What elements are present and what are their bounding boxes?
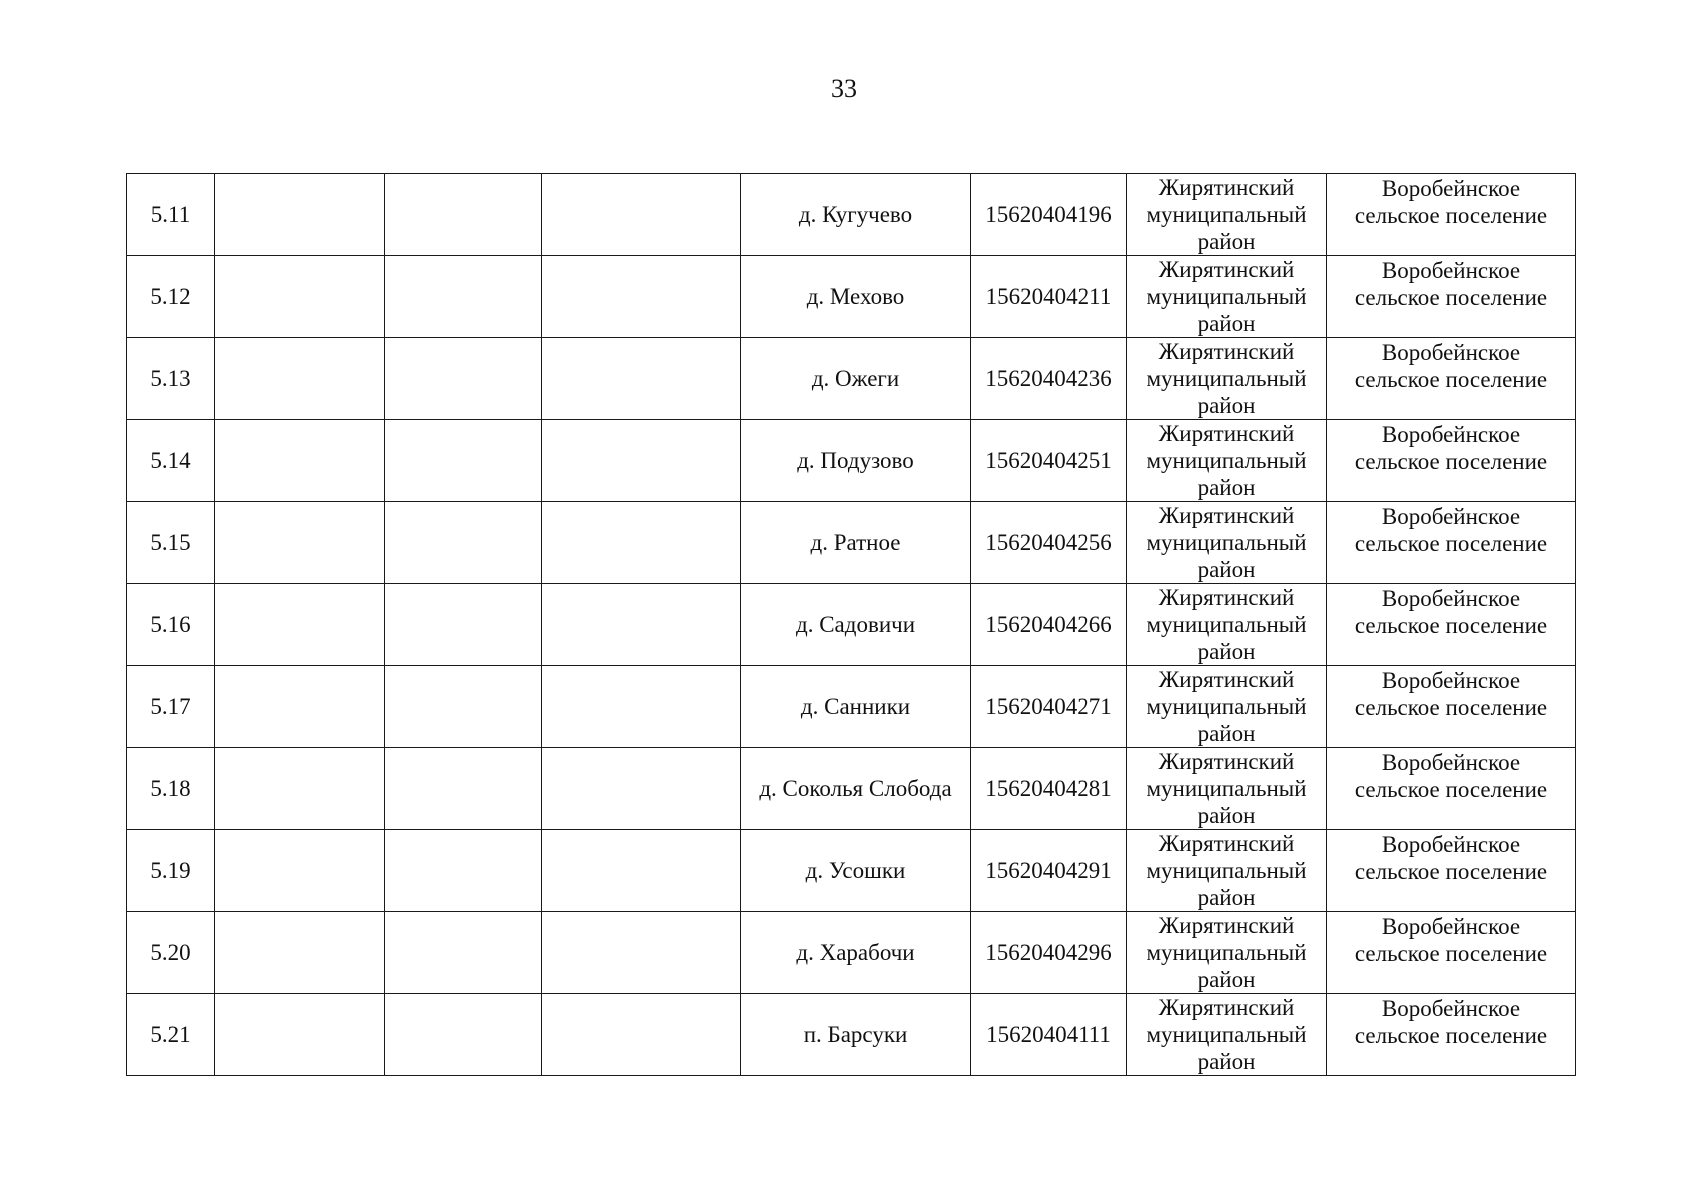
settlement-line: Воробейнское (1381, 257, 1521, 283)
rural-settlement-cell (1327, 420, 1576, 502)
district-line: Жирятинский (1158, 257, 1295, 282)
settlement-line: Воробейнское (1381, 749, 1521, 775)
settlement-line: сельское поселение (1354, 202, 1548, 228)
district-line: муниципальный (1146, 530, 1307, 555)
oktmo-code-cell: 15620404281 (971, 748, 1127, 830)
empty-cell (385, 420, 542, 502)
row-number-cell: 5.11 (127, 174, 215, 256)
district-line: район (1197, 639, 1256, 664)
oktmo-code-cell: 15620404196 (971, 174, 1127, 256)
row-number-cell: 5.12 (127, 256, 215, 338)
settlement-name-cell: д. Харабочи (741, 912, 971, 994)
district-line: муниципальный (1146, 284, 1307, 309)
empty-cell (215, 994, 385, 1076)
rural-settlement-cell (1327, 584, 1576, 666)
settlement-line: Воробейнское (1381, 831, 1521, 857)
settlement-line: Воробейнское (1381, 421, 1521, 447)
table-row (127, 666, 1576, 748)
empty-cell (542, 256, 741, 338)
registry-body (127, 174, 1576, 1076)
row-number-cell: 5.13 (127, 338, 215, 420)
district-line: район (1197, 885, 1256, 910)
rural-settlement-cell (1327, 666, 1576, 748)
settlement-name-cell: д. Усошки (741, 830, 971, 912)
settlement-line: Воробейнское (1381, 995, 1521, 1021)
empty-cell (542, 338, 741, 420)
district-line: район (1197, 803, 1256, 828)
municipal-district-cell (1127, 420, 1327, 502)
empty-cell (215, 256, 385, 338)
rural-settlement-cell (1327, 174, 1576, 256)
empty-cell (385, 174, 542, 256)
settlement-line: сельское поселение (1354, 284, 1548, 310)
empty-cell (542, 420, 741, 502)
district-line: Жирятинский (1158, 421, 1295, 446)
table-row (127, 174, 1576, 256)
district-line: район (1197, 1049, 1256, 1074)
empty-cell (215, 420, 385, 502)
district-line: муниципальный (1146, 1022, 1307, 1047)
settlement-name-cell: д. Ратное (741, 502, 971, 584)
district-line: район (1197, 967, 1256, 992)
table-row (127, 994, 1576, 1076)
district-line: муниципальный (1146, 694, 1307, 719)
table-row (127, 420, 1576, 502)
district-line: Жирятинский (1158, 995, 1295, 1020)
empty-cell (542, 748, 741, 830)
oktmo-code-cell: 15620404211 (971, 256, 1127, 338)
table-row (127, 830, 1576, 912)
empty-cell (215, 584, 385, 666)
empty-cell (385, 830, 542, 912)
table-row (127, 748, 1576, 830)
oktmo-code-cell: 15620404256 (971, 502, 1127, 584)
settlement-name-cell: д. Кугучево (741, 174, 971, 256)
district-line: Жирятинский (1158, 585, 1295, 610)
district-line: муниципальный (1146, 612, 1307, 637)
row-number-cell: 5.20 (127, 912, 215, 994)
empty-cell (385, 666, 542, 748)
empty-cell (215, 338, 385, 420)
page-number: 33 (831, 74, 857, 103)
oktmo-code-cell: 15620404266 (971, 584, 1127, 666)
settlement-name-cell: д. Санники (741, 666, 971, 748)
municipal-district-cell (1127, 830, 1327, 912)
settlement-line: сельское поселение (1354, 940, 1548, 966)
municipal-district-cell (1127, 994, 1327, 1076)
row-number-cell: 5.18 (127, 748, 215, 830)
district-line: район (1197, 311, 1256, 336)
settlement-name-cell: д. Подузово (741, 420, 971, 502)
settlement-name-cell: п. Барсуки (741, 994, 971, 1076)
district-line: Жирятинский (1158, 831, 1295, 856)
table-row (127, 338, 1576, 420)
row-number-cell: 5.19 (127, 830, 215, 912)
empty-cell (542, 994, 741, 1076)
district-line: муниципальный (1146, 448, 1307, 473)
settlement-line: сельское поселение (1354, 530, 1548, 556)
empty-cell (385, 748, 542, 830)
oktmo-code-cell: 15620404296 (971, 912, 1127, 994)
district-line: район (1197, 475, 1256, 500)
rural-settlement-cell (1327, 994, 1576, 1076)
district-line: район (1197, 557, 1256, 582)
empty-cell (385, 584, 542, 666)
settlement-line: сельское поселение (1354, 776, 1548, 802)
empty-cell (542, 502, 741, 584)
empty-cell (215, 912, 385, 994)
empty-cell (542, 912, 741, 994)
district-line: муниципальный (1146, 776, 1307, 801)
municipal-district-cell (1127, 584, 1327, 666)
oktmo-code-cell: 15620404111 (971, 994, 1127, 1076)
rural-settlement-cell (1327, 830, 1576, 912)
settlement-line: сельское поселение (1354, 1022, 1548, 1048)
table-row (127, 912, 1576, 994)
settlement-line: Воробейнское (1381, 585, 1521, 611)
row-number-cell: 5.21 (127, 994, 215, 1076)
district-line: район (1197, 721, 1256, 746)
district-line: муниципальный (1146, 858, 1307, 883)
row-number-cell: 5.14 (127, 420, 215, 502)
empty-cell (542, 174, 741, 256)
empty-cell (215, 830, 385, 912)
settlement-line: сельское поселение (1354, 858, 1548, 884)
empty-cell (542, 666, 741, 748)
empty-cell (542, 584, 741, 666)
rural-settlement-cell (1327, 748, 1576, 830)
empty-cell (385, 912, 542, 994)
oktmo-code-cell: 15620404251 (971, 420, 1127, 502)
empty-cell (215, 666, 385, 748)
oktmo-code-cell: 15620404236 (971, 338, 1127, 420)
empty-cell (215, 502, 385, 584)
municipal-district-cell (1127, 666, 1327, 748)
registry-table (126, 173, 1576, 1076)
settlement-line: сельское поселение (1354, 448, 1548, 474)
table-row (127, 584, 1576, 666)
settlement-line: сельское поселение (1354, 366, 1548, 392)
district-line: Жирятинский (1158, 667, 1295, 692)
settlement-line: сельское поселение (1354, 612, 1548, 638)
settlement-line: сельское поселение (1354, 694, 1548, 720)
empty-cell (215, 748, 385, 830)
rural-settlement-cell (1327, 502, 1576, 584)
settlement-line: Воробейнское (1381, 913, 1521, 939)
oktmo-code-cell: 15620404291 (971, 830, 1127, 912)
table-row (127, 502, 1576, 584)
empty-cell (385, 502, 542, 584)
municipal-district-cell (1127, 912, 1327, 994)
municipal-district-cell (1127, 256, 1327, 338)
row-number-cell: 5.17 (127, 666, 215, 748)
settlement-line: Воробейнское (1381, 667, 1521, 693)
district-line: район (1197, 229, 1256, 254)
settlement-line: Воробейнское (1381, 503, 1521, 529)
rural-settlement-cell (1327, 912, 1576, 994)
empty-cell (215, 174, 385, 256)
empty-cell (542, 830, 741, 912)
row-number-cell: 5.16 (127, 584, 215, 666)
settlement-line: Воробейнское (1381, 175, 1521, 201)
district-line: муниципальный (1146, 202, 1307, 227)
row-number-cell: 5.15 (127, 502, 215, 584)
district-line: Жирятинский (1158, 339, 1295, 364)
oktmo-code-cell: 15620404271 (971, 666, 1127, 748)
municipal-district-cell (1127, 338, 1327, 420)
district-line: Жирятинский (1158, 503, 1295, 528)
settlement-line: Воробейнское (1381, 339, 1521, 365)
municipal-district-cell (1127, 502, 1327, 584)
district-line: Жирятинский (1158, 175, 1295, 200)
table-row (127, 256, 1576, 338)
rural-settlement-cell (1327, 338, 1576, 420)
settlement-name-cell: д. Садовичи (741, 584, 971, 666)
municipal-district-cell (1127, 748, 1327, 830)
district-line: муниципальный (1146, 940, 1307, 965)
municipal-district-cell (1127, 174, 1327, 256)
district-line: Жирятинский (1158, 913, 1295, 938)
settlement-name-cell: д. Соколья Слобода (741, 748, 971, 830)
rural-settlement-cell (1327, 256, 1576, 338)
empty-cell (385, 338, 542, 420)
empty-cell (385, 994, 542, 1076)
district-line: Жирятинский (1158, 749, 1295, 774)
settlement-name-cell: д. Ожеги (741, 338, 971, 420)
settlement-name-cell: д. Мехово (741, 256, 971, 338)
district-line: район (1197, 393, 1256, 418)
district-line: муниципальный (1146, 366, 1307, 391)
empty-cell (385, 256, 542, 338)
